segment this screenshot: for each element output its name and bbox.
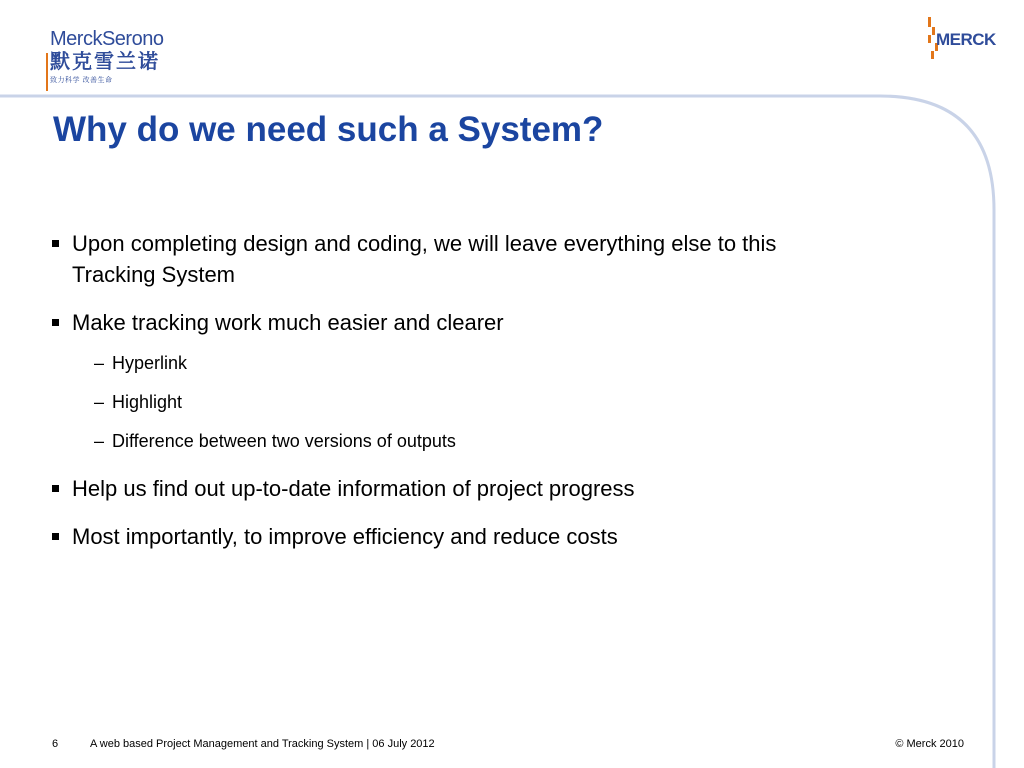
bullet-marker (52, 533, 59, 540)
footer-title: A web based Project Management and Tracking System | 06 July 2012 (90, 738, 435, 750)
merck-serono-logo (50, 28, 163, 86)
merck-serono-logo-name: MerckSerono (50, 28, 164, 50)
sub-bullet-item (52, 429, 792, 453)
merck-logo-text: MERCK (936, 30, 996, 49)
footer-page-number: 6 (52, 738, 59, 750)
sub-bullet-text: Highlight (112, 392, 183, 412)
bullet-text: Upon completing design and coding, we will leave everything else to this Tracking System (72, 231, 777, 287)
sub-bullet-text: Hyperlink (112, 353, 188, 373)
logo-accent-bar (46, 53, 48, 91)
sub-bullet-dash: – (94, 431, 105, 451)
sub-bullet-item (52, 351, 792, 375)
bullet-item (52, 228, 792, 290)
bullet-marker (52, 319, 59, 326)
sub-bullet-text: Difference between two versions of outputs (112, 431, 456, 451)
merck-logo (926, 15, 996, 61)
bullet-text: Help us find out up-to-date information of project progress (72, 476, 635, 501)
sub-bullet-list (52, 351, 792, 453)
sub-bullet-dash: – (94, 392, 105, 412)
sub-bullet-dash: – (94, 353, 105, 373)
bullet-item (52, 521, 792, 552)
footer-copyright: © Merck 2010 (895, 738, 964, 750)
bullet-item (52, 473, 792, 504)
merck-serono-logo-chinese (50, 50, 163, 74)
bullet-marker (52, 240, 59, 247)
bullet-text: Most importantly, to improve efficiency and reduce costs (72, 524, 618, 549)
bullet-text: Make tracking work much easier and clearer (72, 310, 504, 335)
bullet-item (52, 307, 792, 338)
bullet-marker (52, 485, 59, 492)
merck-serono-logo-chinese-text: 默克雪兰诺 (50, 51, 160, 73)
sub-bullet-item (52, 390, 792, 414)
merck-serono-logo-tagline: 致力科学 改善生命 (50, 77, 113, 84)
slide-title: Why do we need such a System? (53, 110, 604, 149)
slide-content (52, 228, 792, 569)
